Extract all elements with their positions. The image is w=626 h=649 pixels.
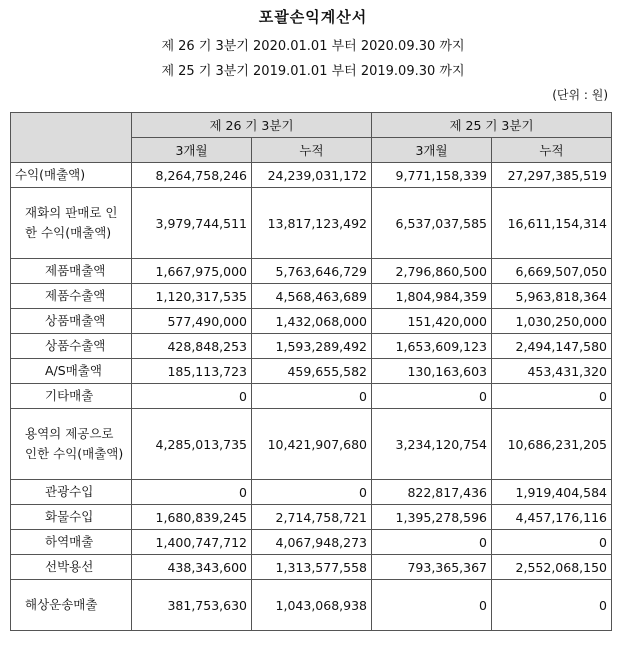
cell-value: 0: [132, 384, 252, 409]
cell-value: 0: [252, 384, 372, 409]
cell-value: 428,848,253: [132, 334, 252, 359]
cell-value: 1,313,577,558: [252, 555, 372, 580]
cell-value: 3,979,744,511: [132, 188, 252, 259]
table-row: [11, 334, 612, 359]
cell-value: 10,421,907,680: [252, 409, 372, 480]
cell-value: 1,395,278,596: [372, 505, 492, 530]
cell-value: 453,431,320: [492, 359, 612, 384]
cell-value: 151,420,000: [372, 309, 492, 334]
row-label: 하역매출: [11, 530, 132, 555]
cell-value: 0: [132, 480, 252, 505]
cell-value: 0: [252, 480, 372, 505]
cell-value: 5,763,646,729: [252, 259, 372, 284]
cell-value: 381,753,630: [132, 580, 252, 631]
row-label: 선박용선: [11, 555, 132, 580]
row-label: 상품수출액: [11, 334, 132, 359]
table-row: [11, 530, 612, 555]
cell-value: 27,297,385,519: [492, 163, 612, 188]
cell-value: 0: [492, 384, 612, 409]
row-label: 화물수입: [11, 505, 132, 530]
row-label: 제품수출액: [11, 284, 132, 309]
cell-value: 6,669,507,050: [492, 259, 612, 284]
cell-value: 1,043,068,938: [252, 580, 372, 631]
cell-value: 10,686,231,205: [492, 409, 612, 480]
table-row: [11, 188, 612, 259]
cell-value: 2,796,860,500: [372, 259, 492, 284]
cell-value: 24,239,031,172: [252, 163, 372, 188]
sub-col-header: 누적: [252, 138, 372, 163]
cell-value: 3,234,120,754: [372, 409, 492, 480]
sub-col-header: 누적: [492, 138, 612, 163]
cell-value: 4,457,176,116: [492, 505, 612, 530]
cell-value: 1,432,068,000: [252, 309, 372, 334]
cell-value: 1,120,317,535: [132, 284, 252, 309]
cell-value: 0: [372, 384, 492, 409]
cell-value: 9,771,158,339: [372, 163, 492, 188]
cell-value: 1,804,984,359: [372, 284, 492, 309]
cell-value: 0: [492, 530, 612, 555]
statement-title: 포괄손익계산서: [258, 8, 368, 26]
table-row: [11, 259, 612, 284]
cell-value: 4,067,948,273: [252, 530, 372, 555]
row-label: 제품매출액: [11, 259, 132, 284]
cell-value: 2,494,147,580: [492, 334, 612, 359]
table-row: [11, 309, 612, 334]
sub-col-header: 3개월: [372, 138, 492, 163]
table-row: [11, 163, 612, 188]
col-group-prior: 제 25 기 3분기: [372, 113, 612, 138]
table-row: [11, 359, 612, 384]
row-label: 용역의 제공으로 인한 수익(매출액): [11, 409, 132, 480]
row-label: 관광수입: [11, 480, 132, 505]
cell-value: 4,568,463,689: [252, 284, 372, 309]
cell-value: 5,963,818,364: [492, 284, 612, 309]
table-row: [11, 384, 612, 409]
table-row: [11, 409, 612, 480]
cell-value: 438,343,600: [132, 555, 252, 580]
cell-value: 0: [372, 530, 492, 555]
cell-value: 185,113,723: [132, 359, 252, 384]
cell-value: 130,163,603: [372, 359, 492, 384]
header-blank-cell: [11, 113, 132, 163]
row-label: A/S매출액: [11, 359, 132, 384]
cell-value: 1,680,839,245: [132, 505, 252, 530]
cell-value: 793,365,367: [372, 555, 492, 580]
period-prior: 제 25 기 3분기 2019.01.01 부터 2019.09.30 까지: [161, 64, 465, 79]
cell-value: 6,537,037,585: [372, 188, 492, 259]
cell-value: 1,919,404,584: [492, 480, 612, 505]
row-label: 해상운송매출: [11, 580, 132, 631]
table-row: [11, 480, 612, 505]
row-label: 수익(매출액): [11, 163, 132, 188]
cell-value: 2,714,758,721: [252, 505, 372, 530]
cell-value: 0: [372, 580, 492, 631]
sub-col-header: 3개월: [132, 138, 252, 163]
cell-value: 1,030,250,000: [492, 309, 612, 334]
cell-value: 0: [492, 580, 612, 631]
income-statement-table: [10, 112, 612, 631]
cell-value: 1,667,975,000: [132, 259, 252, 284]
table-row: [11, 555, 612, 580]
row-label: 기타매출: [11, 384, 132, 409]
row-label: 상품매출액: [11, 309, 132, 334]
cell-value: 4,285,013,735: [132, 409, 252, 480]
cell-value: 459,655,582: [252, 359, 372, 384]
cell-value: 16,611,154,314: [492, 188, 612, 259]
period-current: 제 26 기 3분기 2020.01.01 부터 2020.09.30 까지: [161, 39, 465, 54]
table-row: [11, 284, 612, 309]
cell-value: 1,400,747,712: [132, 530, 252, 555]
table-row: [11, 580, 612, 631]
unit-label: (단위 : 원): [552, 88, 608, 102]
row-label: 재화의 판매로 인한 수익(매출액): [11, 188, 132, 259]
cell-value: 1,653,609,123: [372, 334, 492, 359]
cell-value: 822,817,436: [372, 480, 492, 505]
cell-value: 2,552,068,150: [492, 555, 612, 580]
cell-value: 1,593,289,492: [252, 334, 372, 359]
table-row: [11, 505, 612, 530]
cell-value: 13,817,123,492: [252, 188, 372, 259]
cell-value: 577,490,000: [132, 309, 252, 334]
cell-value: 8,264,758,246: [132, 163, 252, 188]
col-group-current: 제 26 기 3분기: [132, 113, 372, 138]
